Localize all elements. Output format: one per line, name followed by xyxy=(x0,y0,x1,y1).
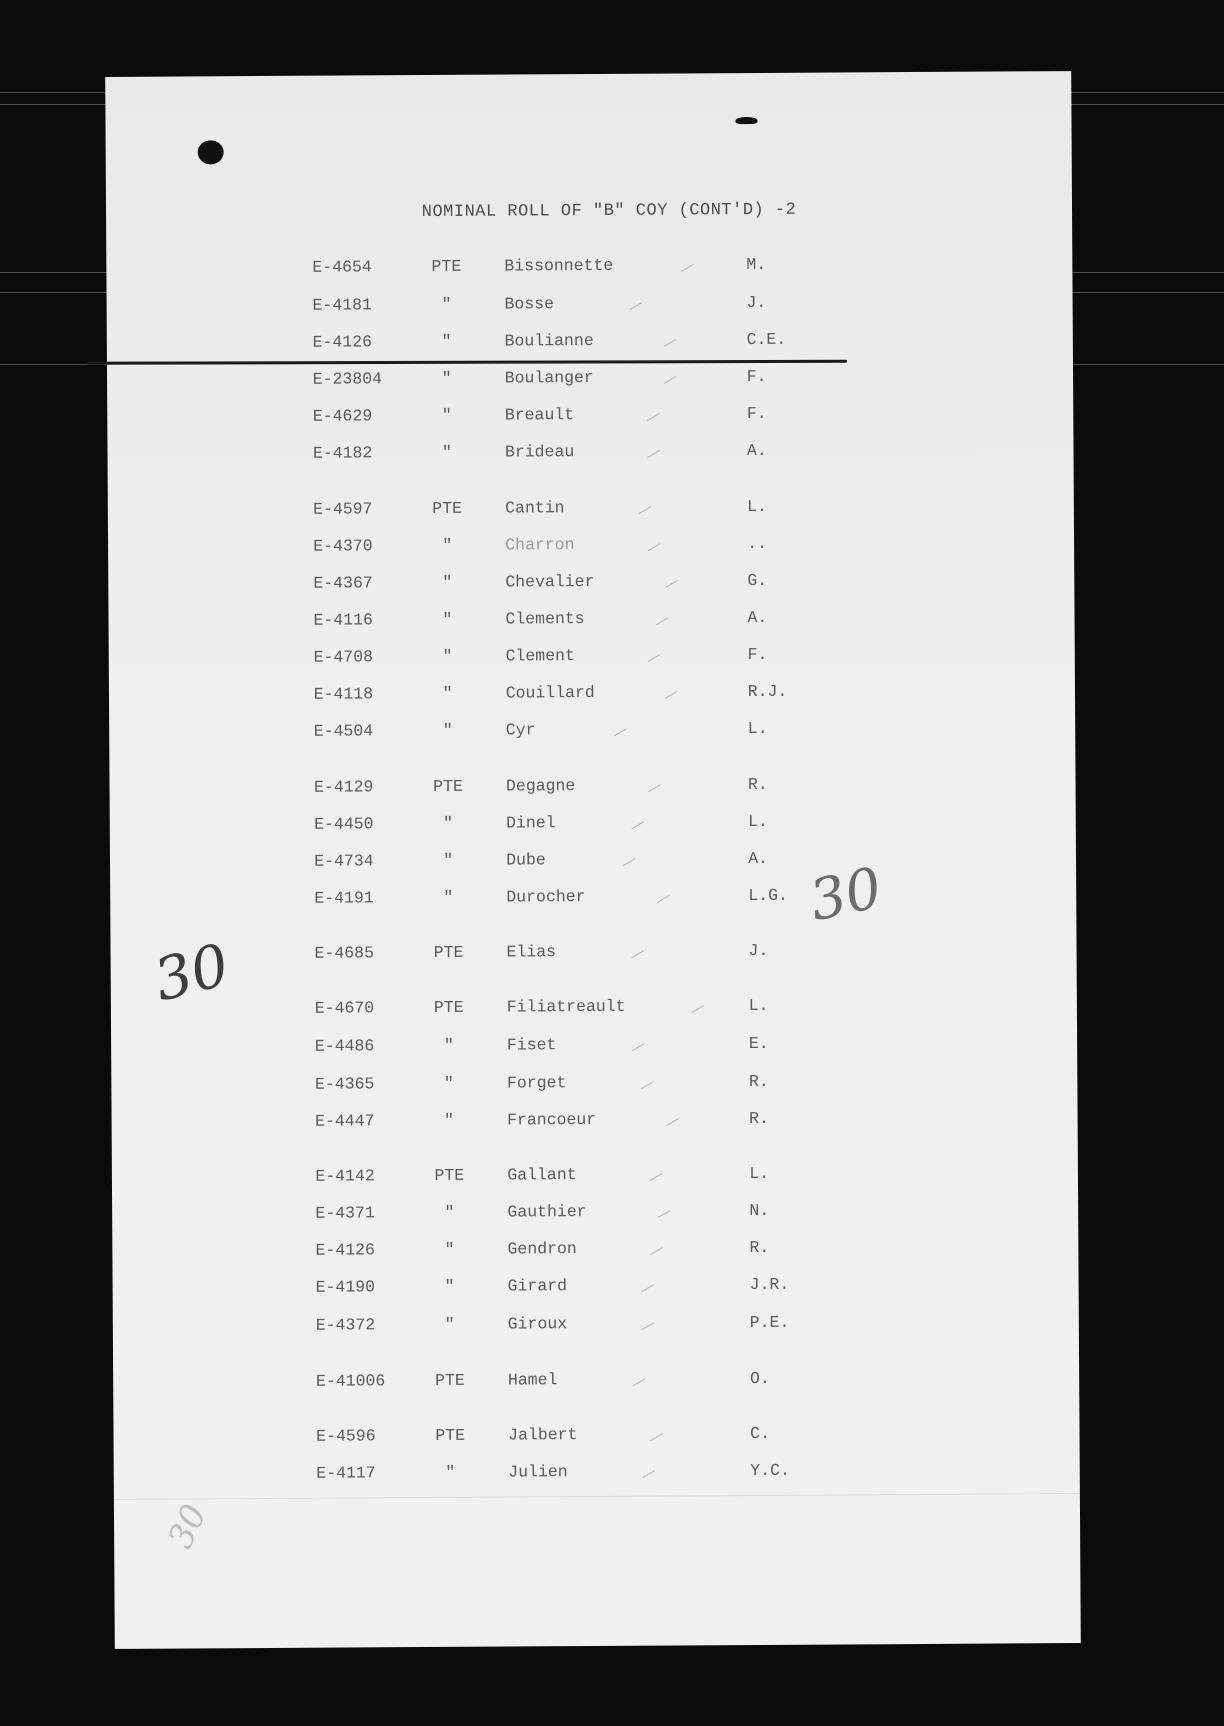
rank: " xyxy=(443,850,454,870)
service-number: E-4504 xyxy=(313,721,374,741)
check-mark xyxy=(630,302,643,310)
check-mark xyxy=(658,1210,671,1218)
initials: R. xyxy=(747,774,768,795)
surname: Degagne xyxy=(505,776,576,796)
check-mark xyxy=(656,617,669,625)
service-number: E-4365 xyxy=(314,1074,375,1094)
rank: " xyxy=(444,1202,455,1222)
check-mark xyxy=(648,654,661,662)
service-number: E-4596 xyxy=(316,1426,376,1446)
initials: R. xyxy=(749,1108,769,1129)
margin-count-right: 30 xyxy=(804,855,888,935)
check-mark xyxy=(641,1081,654,1089)
service-number: E-4670 xyxy=(314,998,375,1018)
roll-row xyxy=(108,643,1074,673)
document-page xyxy=(105,71,1081,1649)
roll-row xyxy=(108,680,1074,710)
service-number: E-4126 xyxy=(315,1240,375,1260)
roll-row xyxy=(108,847,1074,877)
surname: Jalbert xyxy=(508,1425,578,1445)
service-number: E-4629 xyxy=(312,406,373,426)
initials: F. xyxy=(747,644,768,665)
service-number: E-4371 xyxy=(315,1203,375,1223)
rank: " xyxy=(443,887,454,907)
roll-row xyxy=(106,291,1072,321)
check-mark xyxy=(647,413,660,421)
roll-row xyxy=(107,495,1073,525)
service-number: E-4190 xyxy=(315,1277,376,1297)
rank: " xyxy=(441,294,452,314)
document-title: NOMINAL ROLL OF "B" COY (CONT'D) -2 xyxy=(421,200,797,223)
surname: Girard xyxy=(507,1276,568,1296)
roll-row xyxy=(107,328,1073,358)
service-number: E-4654 xyxy=(312,257,372,277)
check-mark xyxy=(681,264,694,272)
initials: L. xyxy=(748,995,769,1016)
surname: Hamel xyxy=(507,1370,558,1390)
initials: L. xyxy=(747,496,767,517)
roll-row xyxy=(108,810,1074,840)
service-number: E-4734 xyxy=(314,851,374,871)
rank: " xyxy=(444,1314,455,1334)
initials: A. xyxy=(748,848,769,869)
rank: " xyxy=(441,331,452,351)
roll-row xyxy=(107,606,1073,636)
service-number: E-23804 xyxy=(312,369,383,389)
initials: R.J. xyxy=(747,681,788,702)
rank: PTE xyxy=(434,1165,465,1185)
surname: Boulanger xyxy=(504,367,594,388)
service-number: E-4450 xyxy=(314,814,374,834)
service-number: E-4117 xyxy=(316,1463,376,1483)
roll-row xyxy=(109,1236,1075,1266)
initials: Y.C. xyxy=(750,1460,790,1481)
check-mark xyxy=(665,580,678,588)
initials: R. xyxy=(748,1071,769,1092)
rank: " xyxy=(444,1110,455,1130)
check-mark xyxy=(631,821,644,829)
surname: Filiatreault xyxy=(506,996,626,1017)
rank: PTE xyxy=(433,942,464,962)
surname: Dube xyxy=(506,850,546,870)
surname: Elias xyxy=(506,942,557,962)
initials: N. xyxy=(749,1200,770,1221)
service-number: E-4367 xyxy=(313,573,373,593)
roll-row xyxy=(109,1032,1075,1062)
check-mark xyxy=(633,1378,646,1386)
service-number: E-4447 xyxy=(315,1111,375,1131)
roll-row xyxy=(109,1162,1075,1192)
service-number: E-4708 xyxy=(313,647,374,667)
rank: " xyxy=(442,720,453,740)
initials: R. xyxy=(749,1237,770,1258)
roll-row xyxy=(107,439,1073,469)
surname: Cantin xyxy=(505,498,565,518)
service-number: E-4129 xyxy=(313,777,374,797)
surname: Francoeur xyxy=(507,1109,597,1130)
roll-row xyxy=(110,1367,1076,1397)
check-mark xyxy=(665,691,678,699)
service-number: E-4685 xyxy=(314,943,375,963)
surname: Gauthier xyxy=(507,1202,587,1222)
rank: " xyxy=(442,572,453,592)
check-mark xyxy=(641,1322,654,1330)
surname: Charron xyxy=(505,535,575,555)
surname: Boulianne xyxy=(504,330,594,351)
surname: Couillard xyxy=(505,682,595,703)
check-mark xyxy=(647,450,660,458)
roll-row xyxy=(108,773,1074,803)
service-number: E-41006 xyxy=(315,1371,386,1391)
initials: J. xyxy=(748,940,769,961)
initials: M. xyxy=(746,254,767,275)
initials: O. xyxy=(749,1368,770,1389)
check-mark xyxy=(639,506,652,514)
check-mark xyxy=(657,895,670,903)
initials: C. xyxy=(750,1423,771,1444)
check-mark xyxy=(642,1470,655,1478)
service-number: E-4126 xyxy=(312,332,373,352)
rank: PTE xyxy=(435,1370,465,1390)
rank: " xyxy=(442,646,453,666)
surname: Bissonnette xyxy=(504,255,614,276)
roll-row xyxy=(109,1199,1075,1229)
roll-row xyxy=(110,1311,1076,1341)
check-mark xyxy=(650,1247,663,1255)
service-number: E-4116 xyxy=(313,610,373,630)
rank: PTE xyxy=(431,256,462,276)
surname: Giroux xyxy=(507,1314,568,1334)
surname: Forget xyxy=(506,1073,567,1093)
margin-count-bottom: 30 xyxy=(160,1498,215,1555)
roll-row xyxy=(108,939,1074,969)
surname: Dinel xyxy=(506,813,556,833)
rank: " xyxy=(443,1073,454,1093)
rank: " xyxy=(442,609,453,629)
surname: Brideau xyxy=(504,442,575,462)
service-number: E-4597 xyxy=(313,499,373,519)
initials: C.E. xyxy=(746,329,787,350)
check-mark xyxy=(632,1043,645,1051)
check-mark xyxy=(614,728,627,736)
nominal-roll xyxy=(105,71,1081,1649)
rank: " xyxy=(444,1239,455,1259)
rank: " xyxy=(441,442,452,462)
surname: Julien xyxy=(508,1462,568,1482)
check-mark xyxy=(650,1173,663,1181)
roll-row xyxy=(109,994,1075,1024)
initials: J. xyxy=(746,292,767,313)
initials: G. xyxy=(747,570,768,591)
check-mark xyxy=(664,339,677,347)
roll-row xyxy=(109,1070,1075,1100)
service-number: E-4182 xyxy=(312,443,373,463)
check-mark xyxy=(632,950,645,958)
surname: Gallant xyxy=(507,1165,577,1185)
initials: E. xyxy=(748,1033,769,1054)
surname: Cyr xyxy=(505,720,536,740)
check-mark xyxy=(664,376,677,384)
surname: Clement xyxy=(505,646,575,666)
rank: " xyxy=(443,813,454,833)
rank: PTE xyxy=(432,498,463,518)
rank: " xyxy=(442,535,453,555)
rank: PTE xyxy=(433,776,463,796)
surname: Bosse xyxy=(504,294,555,314)
roll-row xyxy=(107,569,1073,599)
initials: L. xyxy=(749,1163,770,1184)
margin-count-left: 30 xyxy=(147,930,236,1015)
roll-row xyxy=(107,402,1073,432)
initials: A. xyxy=(747,607,768,628)
initials: A. xyxy=(746,440,767,461)
check-mark xyxy=(648,784,661,792)
initials: F. xyxy=(746,403,767,424)
roll-row xyxy=(107,532,1073,562)
rank: " xyxy=(445,1462,456,1482)
service-number: E-4142 xyxy=(315,1166,375,1186)
service-number: E-4372 xyxy=(315,1315,376,1335)
surname: Fiset xyxy=(506,1035,557,1055)
rank: PTE xyxy=(433,997,464,1017)
roll-row xyxy=(107,365,1073,395)
roll-row xyxy=(108,884,1074,914)
service-number: E-4486 xyxy=(314,1036,375,1056)
surname: Clements xyxy=(505,609,585,629)
service-number: E-4370 xyxy=(313,536,373,556)
rank: " xyxy=(441,368,452,388)
rank: PTE xyxy=(435,1425,466,1445)
initials: L. xyxy=(748,811,768,832)
roll-row xyxy=(109,1107,1075,1137)
surname: Gendron xyxy=(507,1239,577,1259)
rank: " xyxy=(442,683,453,703)
initials: P.E. xyxy=(749,1312,790,1333)
roll-row xyxy=(110,1273,1076,1303)
check-mark xyxy=(691,1005,704,1013)
service-number: E-4191 xyxy=(314,888,374,908)
initials: F. xyxy=(746,366,767,387)
rank: " xyxy=(444,1276,455,1296)
roll-row xyxy=(106,253,1072,283)
check-mark xyxy=(641,1284,654,1292)
initials: L.G. xyxy=(748,885,788,906)
service-number: E-4181 xyxy=(312,295,372,315)
rank: " xyxy=(443,1035,454,1055)
roll-row xyxy=(110,1459,1076,1489)
surname: Breault xyxy=(504,405,575,425)
initials: .. xyxy=(747,533,768,554)
surname: Durocher xyxy=(506,887,586,907)
check-mark xyxy=(666,1118,679,1126)
initials: L. xyxy=(747,718,768,739)
rank: " xyxy=(441,405,452,425)
surname: Chevalier xyxy=(505,571,595,592)
check-mark xyxy=(647,543,660,551)
check-mark xyxy=(650,1433,663,1441)
roll-row xyxy=(108,717,1074,747)
check-mark xyxy=(623,858,636,866)
initials: J.R. xyxy=(749,1274,790,1295)
service-number: E-4118 xyxy=(313,684,374,704)
roll-row xyxy=(110,1422,1076,1452)
